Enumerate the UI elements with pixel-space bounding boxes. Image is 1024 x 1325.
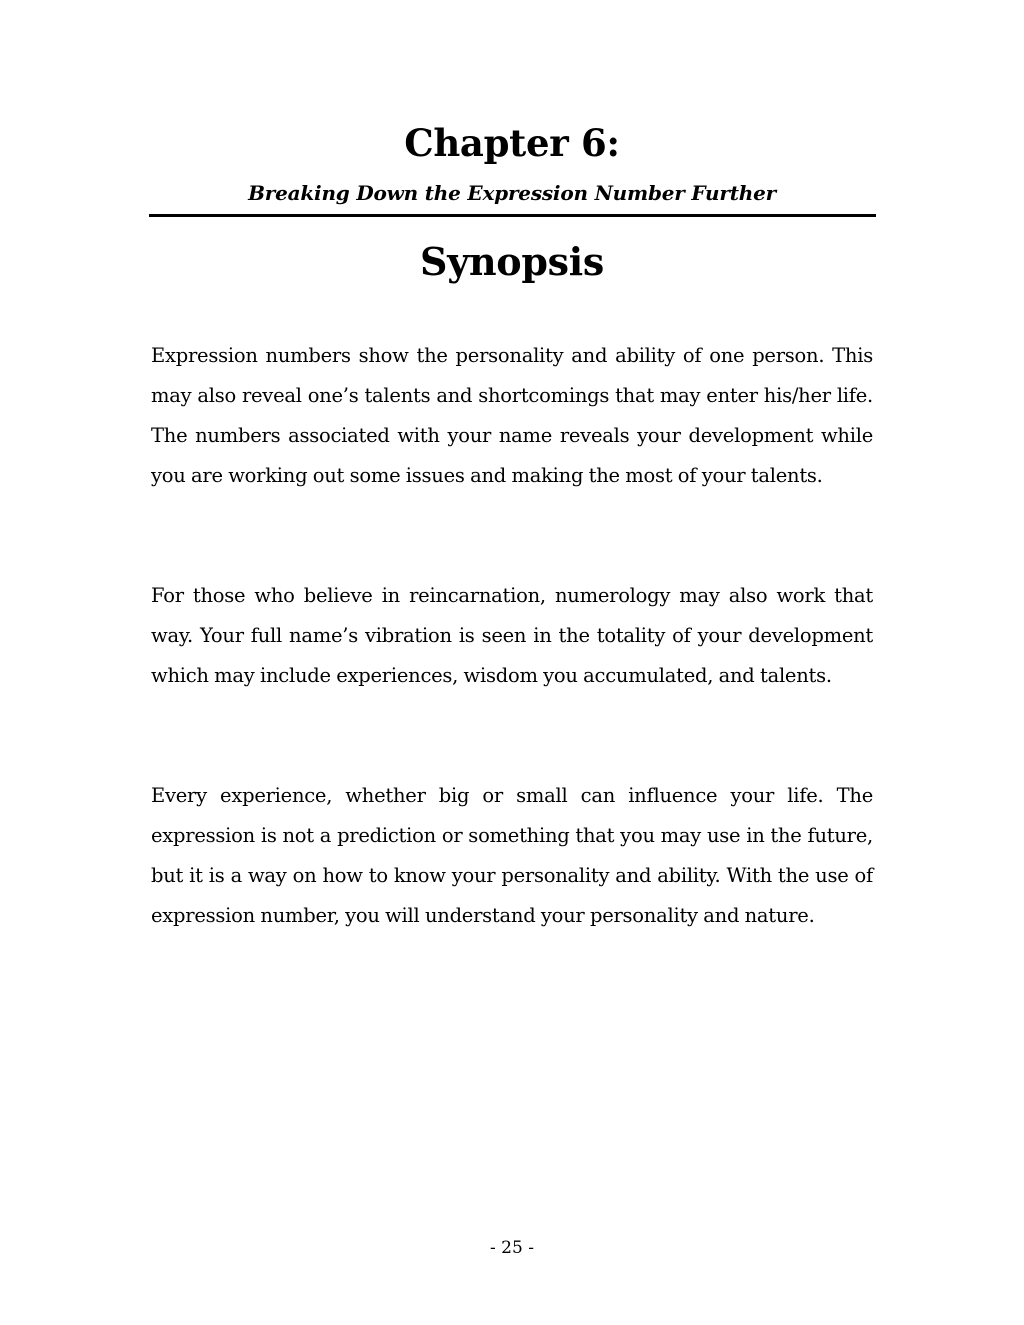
- paragraph-1: Expression numbers show the personality and ability of one person. This may also reveal one’s talents and shortcomings that may enter his/her life. The numbers associated with your name reveals your development while you are working out some issues and making the most of your talents.: [151, 344, 873, 487]
- paragraph-2: For those who believe in reincarnation, numerology may also work that way. Your full name’s vibration is seen in the totality of your development which may include experiences, wisdom you accumulated, and talents.: [151, 584, 873, 687]
- paragraph-3: Every experience, whether big or small can influence your life. The expression is not a prediction or something that you may use in the future, but it is a way on how to know your personality and ability. With the use of expression number, you will understand your personality and nature.: [151, 784, 873, 927]
- heading-divider: [149, 214, 876, 217]
- page-number: - 25 -: [490, 1238, 534, 1258]
- chapter-title: Chapter 6:: [404, 121, 620, 165]
- section-title: Synopsis: [420, 239, 604, 284]
- chapter-subtitle: Breaking Down the Expression Number Further: [248, 181, 776, 205]
